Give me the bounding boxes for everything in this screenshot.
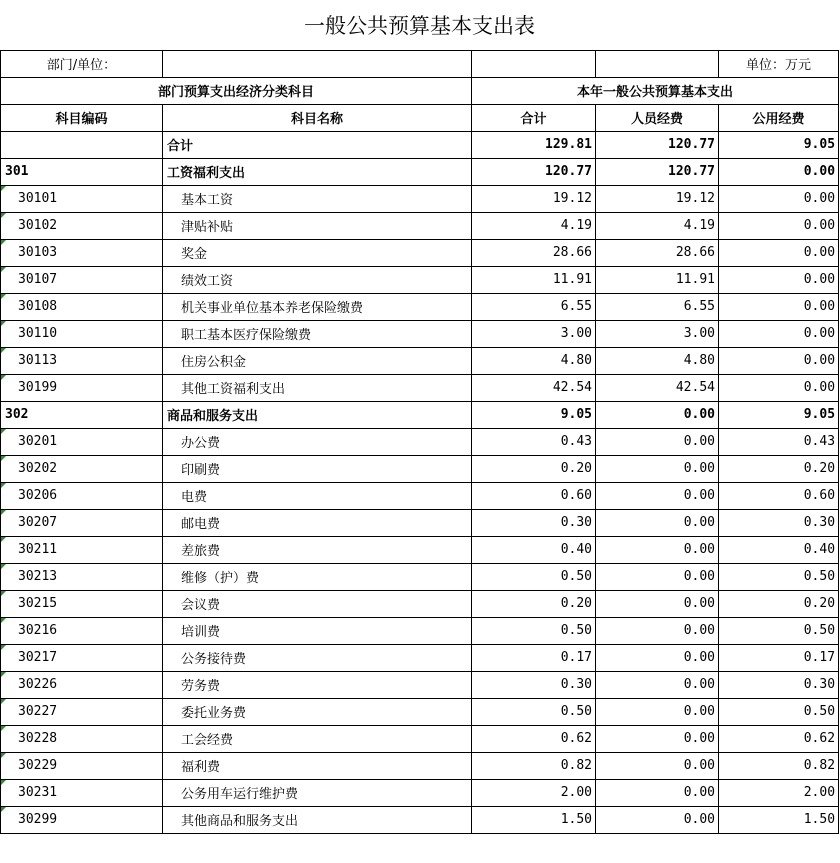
code-cell[interactable]: 30202 — [1, 455, 163, 482]
personnel-cell[interactable]: 120.77 — [596, 131, 719, 158]
table-row[interactable] — [1, 347, 839, 374]
name-cell[interactable]: 印刷费 — [163, 455, 472, 482]
name-cell[interactable]: 机关事业单位基本养老保险缴费 — [163, 293, 472, 320]
table-row[interactable] — [1, 563, 839, 590]
total-cell[interactable]: 0.82 — [472, 752, 596, 779]
header-personnel: 人员经费 — [596, 104, 719, 131]
personnel-cell[interactable]: 3.00 — [596, 320, 719, 347]
name-cell[interactable]: 住房公积金 — [163, 347, 472, 374]
personnel-cell[interactable]: 4.19 — [596, 212, 719, 239]
code-cell[interactable] — [1, 131, 163, 158]
table-row[interactable] — [1, 320, 839, 347]
total-cell[interactable]: 1.50 — [472, 806, 596, 833]
public-cell[interactable]: 0.00 — [719, 266, 839, 293]
total-cell[interactable]: 4.80 — [472, 347, 596, 374]
public-cell[interactable]: 0.00 — [719, 320, 839, 347]
name-cell[interactable]: 合计 — [163, 131, 472, 158]
table-row[interactable] — [1, 212, 839, 239]
empty-cell[interactable] — [596, 50, 719, 77]
name-cell[interactable]: 委托业务费 — [163, 698, 472, 725]
name-cell[interactable]: 会议费 — [163, 590, 472, 617]
header-name: 科目名称 — [163, 104, 472, 131]
public-cell[interactable]: 0.62 — [719, 725, 839, 752]
code-cell[interactable]: 30213 — [1, 563, 163, 590]
total-cell[interactable]: 0.50 — [472, 698, 596, 725]
public-cell[interactable]: 9.05 — [719, 131, 839, 158]
public-cell[interactable]: 0.40 — [719, 536, 839, 563]
table-row[interactable] — [1, 428, 839, 455]
public-cell[interactable]: 0.00 — [719, 293, 839, 320]
total-cell[interactable]: 0.20 — [472, 455, 596, 482]
personnel-cell[interactable]: 0.00 — [596, 671, 719, 698]
total-cell[interactable]: 0.62 — [472, 725, 596, 752]
total-cell[interactable]: 0.50 — [472, 563, 596, 590]
table-row[interactable] — [1, 590, 839, 617]
total-cell[interactable]: 129.81 — [472, 131, 596, 158]
total-cell[interactable]: 4.19 — [472, 212, 596, 239]
table-row[interactable] — [1, 725, 839, 752]
table-row[interactable] — [1, 185, 839, 212]
personnel-cell[interactable]: 120.77 — [596, 158, 719, 185]
personnel-cell[interactable]: 0.00 — [596, 644, 719, 671]
group-header-left: 部门预算支出经济分类科目 — [1, 77, 472, 104]
code-cell[interactable]: 30207 — [1, 509, 163, 536]
code-cell[interactable]: 30215 — [1, 590, 163, 617]
name-cell[interactable]: 培训费 — [163, 617, 472, 644]
code-cell[interactable]: 30103 — [1, 239, 163, 266]
code-cell[interactable]: 30110 — [1, 320, 163, 347]
name-cell[interactable]: 邮电费 — [163, 509, 472, 536]
personnel-cell[interactable]: 0.00 — [596, 725, 719, 752]
total-cell[interactable]: 3.00 — [472, 320, 596, 347]
name-cell[interactable]: 工会经费 — [163, 725, 472, 752]
personnel-cell[interactable]: 0.00 — [596, 482, 719, 509]
personnel-cell[interactable]: 0.00 — [596, 536, 719, 563]
total-cell[interactable]: 0.50 — [472, 617, 596, 644]
table-row[interactable] — [1, 482, 839, 509]
personnel-cell[interactable]: 0.00 — [596, 563, 719, 590]
personnel-cell[interactable]: 0.00 — [596, 509, 719, 536]
personnel-cell[interactable]: 0.00 — [596, 752, 719, 779]
unit-label: 单位：万元 — [719, 50, 839, 77]
total-cell[interactable]: 120.77 — [472, 158, 596, 185]
public-cell[interactable]: 0.30 — [719, 509, 839, 536]
table-row[interactable] — [1, 374, 839, 401]
table-row[interactable] — [1, 158, 839, 185]
table-row[interactable] — [1, 509, 839, 536]
total-cell[interactable]: 0.30 — [472, 509, 596, 536]
total-cell[interactable]: 2.00 — [472, 779, 596, 806]
code-cell[interactable]: 30228 — [1, 725, 163, 752]
personnel-cell[interactable]: 4.80 — [596, 347, 719, 374]
public-cell[interactable]: 1.50 — [719, 806, 839, 833]
code-cell[interactable]: 30217 — [1, 644, 163, 671]
name-cell[interactable]: 工资福利支出 — [163, 158, 472, 185]
public-cell[interactable]: 0.60 — [719, 482, 839, 509]
name-cell[interactable]: 职工基本医疗保险缴费 — [163, 320, 472, 347]
public-cell[interactable]: 0.50 — [719, 698, 839, 725]
name-cell[interactable]: 津贴补贴 — [163, 212, 472, 239]
name-cell[interactable]: 商品和服务支出 — [163, 401, 472, 428]
total-cell[interactable]: 0.17 — [472, 644, 596, 671]
code-cell[interactable]: 30216 — [1, 617, 163, 644]
name-cell[interactable]: 维修（护）费 — [163, 563, 472, 590]
name-cell[interactable]: 奖金 — [163, 239, 472, 266]
total-cell[interactable]: 6.55 — [472, 293, 596, 320]
meta-row — [1, 50, 839, 77]
table-row[interactable] — [1, 617, 839, 644]
title-row — [1, 0, 839, 50]
table-row[interactable] — [1, 698, 839, 725]
public-cell[interactable]: 0.30 — [719, 671, 839, 698]
public-cell[interactable]: 2.00 — [719, 779, 839, 806]
public-cell[interactable]: 0.00 — [719, 158, 839, 185]
public-cell[interactable]: 0.00 — [719, 212, 839, 239]
personnel-cell[interactable]: 0.00 — [596, 455, 719, 482]
code-cell[interactable]: 30199 — [1, 374, 163, 401]
header-public: 公用经费 — [719, 104, 839, 131]
public-cell[interactable]: 0.43 — [719, 428, 839, 455]
public-cell[interactable]: 9.05 — [719, 401, 839, 428]
personnel-cell[interactable]: 42.54 — [596, 374, 719, 401]
code-cell[interactable]: 30206 — [1, 482, 163, 509]
name-cell[interactable]: 电费 — [163, 482, 472, 509]
public-cell[interactable]: 0.00 — [719, 374, 839, 401]
code-cell[interactable]: 30227 — [1, 698, 163, 725]
name-cell[interactable]: 劳务费 — [163, 671, 472, 698]
code-cell[interactable]: 30201 — [1, 428, 163, 455]
name-cell[interactable]: 差旅费 — [163, 536, 472, 563]
table-row[interactable] — [1, 644, 839, 671]
table-row[interactable] — [1, 536, 839, 563]
table-row[interactable] — [1, 806, 839, 833]
group-header-right: 本年一般公共预算基本支出 — [472, 77, 839, 104]
table-row[interactable] — [1, 671, 839, 698]
dept-value-cell[interactable] — [163, 50, 472, 77]
table-row[interactable] — [1, 239, 839, 266]
header-code: 科目编码 — [1, 104, 163, 131]
code-cell[interactable]: 302 — [1, 401, 163, 428]
personnel-cell[interactable]: 0.00 — [596, 779, 719, 806]
name-cell[interactable]: 办公费 — [163, 428, 472, 455]
code-cell[interactable]: 30108 — [1, 293, 163, 320]
table-row[interactable] — [1, 131, 839, 158]
personnel-cell[interactable]: 0.00 — [596, 428, 719, 455]
public-cell[interactable]: 0.82 — [719, 752, 839, 779]
code-cell[interactable]: 30211 — [1, 536, 163, 563]
personnel-cell[interactable]: 0.00 — [596, 806, 719, 833]
public-cell[interactable]: 0.50 — [719, 563, 839, 590]
dept-label: 部门/单位： — [1, 50, 163, 77]
public-cell[interactable]: 0.50 — [719, 617, 839, 644]
public-cell[interactable]: 0.17 — [719, 644, 839, 671]
column-header-row — [1, 104, 839, 131]
total-cell[interactable]: 42.54 — [472, 374, 596, 401]
total-cell[interactable]: 28.66 — [472, 239, 596, 266]
name-cell[interactable]: 其他工资福利支出 — [163, 374, 472, 401]
code-cell[interactable]: 301 — [1, 158, 163, 185]
name-cell[interactable]: 其他商品和服务支出 — [163, 806, 472, 833]
personnel-cell[interactable]: 11.91 — [596, 266, 719, 293]
name-cell[interactable]: 公务接待费 — [163, 644, 472, 671]
code-cell[interactable]: 30299 — [1, 806, 163, 833]
personnel-cell[interactable]: 6.55 — [596, 293, 719, 320]
code-cell[interactable]: 30101 — [1, 185, 163, 212]
code-cell[interactable]: 30226 — [1, 671, 163, 698]
public-cell[interactable]: 0.00 — [719, 347, 839, 374]
total-cell[interactable]: 0.40 — [472, 536, 596, 563]
personnel-cell[interactable]: 19.12 — [596, 185, 719, 212]
public-cell[interactable]: 0.00 — [719, 239, 839, 266]
total-cell[interactable]: 0.43 — [472, 428, 596, 455]
total-cell[interactable]: 0.30 — [472, 671, 596, 698]
personnel-cell[interactable]: 28.66 — [596, 239, 719, 266]
table-row[interactable] — [1, 455, 839, 482]
table-row[interactable] — [1, 779, 839, 806]
table-row[interactable] — [1, 752, 839, 779]
personnel-cell[interactable]: 0.00 — [596, 401, 719, 428]
total-cell[interactable]: 0.20 — [472, 590, 596, 617]
code-cell[interactable]: 30102 — [1, 212, 163, 239]
total-cell[interactable]: 19.12 — [472, 185, 596, 212]
personnel-cell[interactable]: 0.00 — [596, 698, 719, 725]
code-cell[interactable]: 30113 — [1, 347, 163, 374]
code-cell[interactable]: 30229 — [1, 752, 163, 779]
total-cell[interactable]: 11.91 — [472, 266, 596, 293]
table-row[interactable] — [1, 293, 839, 320]
code-cell[interactable]: 30107 — [1, 266, 163, 293]
empty-cell[interactable] — [472, 50, 596, 77]
personnel-cell[interactable]: 0.00 — [596, 590, 719, 617]
public-cell[interactable]: 0.20 — [719, 455, 839, 482]
public-cell[interactable]: 0.00 — [719, 185, 839, 212]
total-cell[interactable]: 0.60 — [472, 482, 596, 509]
name-cell[interactable]: 公务用车运行维护费 — [163, 779, 472, 806]
group-header-row — [1, 77, 839, 104]
page-title: 一般公共预算基本支出表 — [1, 0, 839, 50]
name-cell[interactable]: 福利费 — [163, 752, 472, 779]
header-total: 合计 — [472, 104, 596, 131]
public-cell[interactable]: 0.20 — [719, 590, 839, 617]
table-row[interactable] — [1, 266, 839, 293]
personnel-cell[interactable]: 0.00 — [596, 617, 719, 644]
name-cell[interactable]: 绩效工资 — [163, 266, 472, 293]
table-row[interactable] — [1, 401, 839, 428]
total-cell[interactable]: 9.05 — [472, 401, 596, 428]
name-cell[interactable]: 基本工资 — [163, 185, 472, 212]
code-cell[interactable]: 30231 — [1, 779, 163, 806]
